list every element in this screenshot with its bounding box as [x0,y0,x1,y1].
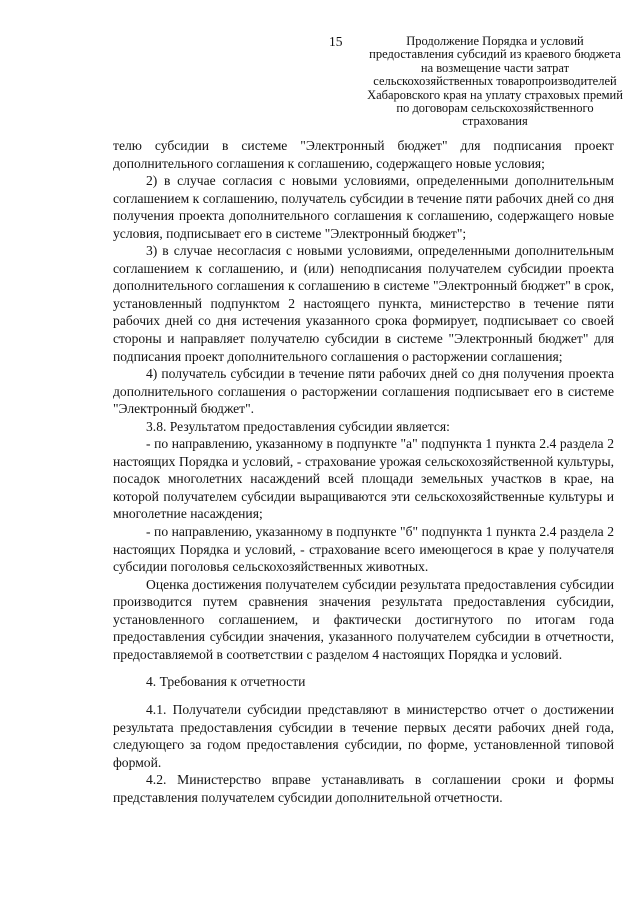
paragraph-4-1: 4.1. Получатели субсидии представляют в министерство отчет о достижении результата предоставления субсидии в течение первых десяти рабочих дней года, следующего за годом предоставления субсидии, по форме, установленной типовой формой. [113,701,614,770]
paragraph-item-3: 3) в случае несогласия с новыми условиями, определенными дополнительным соглашением к соглашению, и (или) неподписания получателем субсидии проекта дополнительного соглашения к соглашению в системе "Электронный бюджет" в срок, установленный подпунктом 2 настоящего пункта, министерство в течение пяти рабочих дней со дня истечения указанного срока формирует, подписывает со своей стороны и направляет получателю субсидии в системе "Электронный бюджет" для подписания проект дополнительного соглашения о расторжении соглашения; [113,243,614,364]
document-body [113,137,614,806]
paragraph-item-2: 2) в случае согласия с новыми условиями, определенными дополнительным соглашением к соглашению, получатель субсидии в течение пяти рабочих дней со дня получения проекта дополнительного соглашения к соглашению, содержащего новые условия, подписывает его в системе "Электронный бюджет"; [113,173,614,241]
paragraph-result-b: - по направлению, указанному в подпункте "б" подпункта 1 пункта 2.4 раздела 2 настоящих Порядка и условий, - страхование всего имеющегося в крае у получателя субсидии поголовья сельскохозяйственных животных. [113,524,614,575]
paragraph-4-2: 4.2. Министерство вправе устанавливать в соглашении сроки и формы представления получателем субсидии дополнительной отчетности. [113,772,614,805]
section-heading-4: 4. Требования к отчетности [146,674,306,690]
paragraph-result-a: - по направлению, указанному в подпункте "а" подпункта 1 пункта 2.4 раздела 2 настоящих Порядка и условий, - страхование урожая сельскохозяйственной культуры, посадок многолетних насаждений всей площади земельных участков в крае, на которой получателем субсидии выращиваются эти сельскохозяйственные культуры и многолетние насаждения; [113,436,614,522]
header-note: Продолжение Порядка и условий предоставления субсидий из краевого бюджета на возмещение части затрат сельскохозяйственных товаропроизводителей Хабаровского края на уплату страховых премий по договорам сельскохозяйственного страхования [367,34,623,129]
paragraph-3-8: 3.8. Результатом предоставления субсидии является: [146,418,450,434]
page-number: 15 [329,34,343,49]
paragraph-evaluation: Оценка достижения получателем субсидии результата предоставления субсидии производится путем сравнения значения результата предоставления субсидии, установленного соглашением, и фактически достигнутого по итогам года предоставления субсидии значения, указанного получателем субсидии в отчетности, предоставляемой в соответствии с разделом 4 настоящих Порядка и условий. [113,576,614,662]
paragraph-continuation: телю субсидии в системе "Электронный бюджет" для подписания проект дополнительного соглашения к соглашению, содержащего новые условия; [113,138,614,171]
paragraph-item-4: 4) получатель субсидии в течение пяти рабочих дней со дня получения проекта дополнительного соглашения о расторжении соглашения подписывает его в системе "Электронный бюджет". [113,366,614,417]
